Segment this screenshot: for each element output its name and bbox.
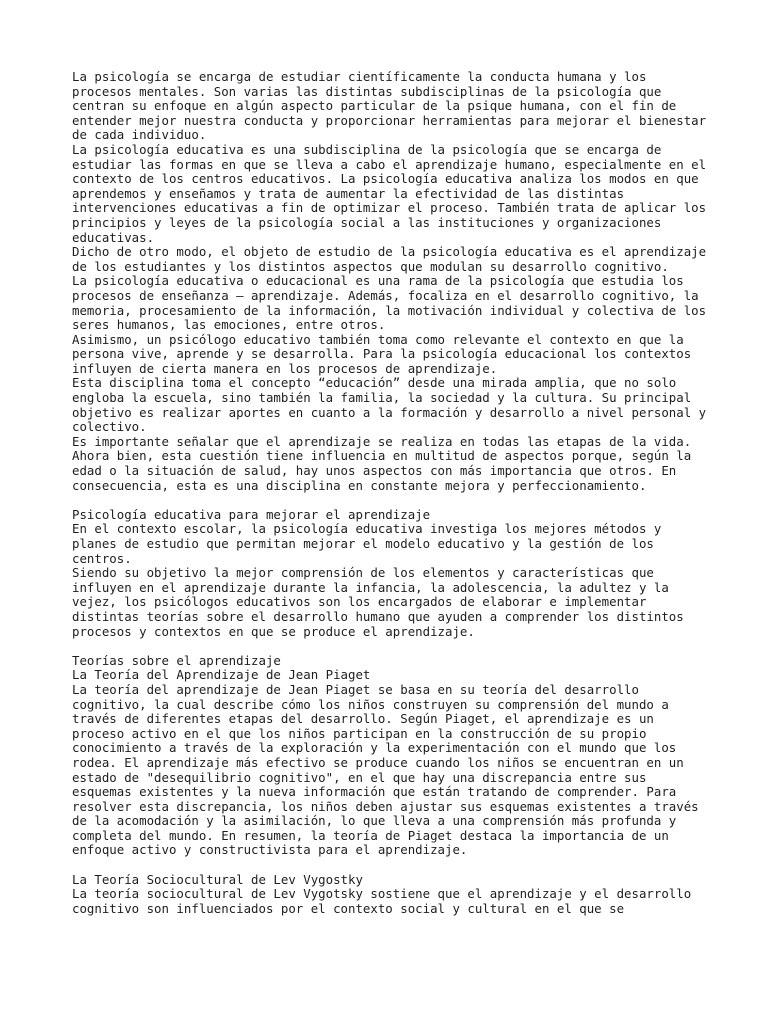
learning-paragraph-1: En el contexto escolar, la psicología educativa investiga los mejores métodos y planes de estudio que permitan mejorar el modelo educativo y la gestión de los centros. — [72, 521, 662, 566]
intro-paragraph-5: Asimismo, un psicólogo educativo también toma como relevante el contexto en que la persona vive, aprende y se desarrolla. Para la psicología educacional los contextos influyen de cierta manera en los procesos de aprendizaje. — [72, 331, 692, 376]
intro-paragraph-4: La psicología educativa o educacional es una rama de la psicología que estudia los procesos de enseñanza – aprendizaje. Además, focaliza en el desarrollo cognitivo, la memoria, procesamiento de la información, la motivación individual y colectiva de los seres humanos, las emociones, entre otros. — [72, 273, 707, 333]
learning-paragraph-2: Siendo su objetivo la mejor comprensión de los elementos y características que influyen en el aprendizaje durante la infancia, la adolescencia, la adultez y la vejez, los psicólogos educativos son los encargados de elaborar e implementar distintas teorías sobre el desarrollo humano que ayuden a comprender los distintos procesos y contextos en que se produce el aprendizaje. — [72, 565, 684, 639]
document-body — [72, 70, 712, 916]
intro-paragraph-2: La psicología educativa es una subdisciplina de la psicología que se encarga de estudiar las formas en que se lleva a cabo el aprendizaje humano, especialmente en el contexto de los centros educativos. La psicología educativa analiza los modos en que aprendemos y enseñamos y trata de aumentar la efectividad de las distintas intervenciones educativas a fin de optimizar el proceso. También trata de aplicar los principios y leyes de la psicología social a las instituciones y organizaciones educativas. — [72, 141, 707, 245]
piaget-paragraph: La teoría del aprendizaje de Jean Piaget se basa en su teoría del desarrollo cognitivo, la cual describe cómo los niños construyen su comprensión del mundo a través de diferentes etapas del desarrollo. Según Piaget, el aprendizaje es un proceso activo en el que los niños participan en la construcción de su propio conocimiento a través de la exploración y la experimentación con el mundo que los rodea. El aprendizaje más efectivo se produce cuando los niños se encuentran en un estado de "desequilibrio cognitivo", en el que hay una discrepancia entre sus esquemas existentes y la nueva información que están tratando de comprender. Para resolver esta discrepancia, los niños deben ajustar sus esquemas existentes a través de la acomodación y la asimilación, lo que lleva a una comprensión más profunda y completa del mundo. En resumen, la teoría de Piaget destaca la importancia de un enfoque activo y constructivista para el aprendizaje. — [72, 681, 699, 858]
vygotsky-paragraph: La teoría sociocultural de Lev Vygotsky sostiene que el aprendizaje y el desarrollo cognitivo son influenciados por el contexto social y cultural en el que se — [72, 886, 692, 916]
section-heading-learning: Psicología educativa para mejorar el aprendizaje — [72, 506, 431, 522]
section-heading-theories: Teorías sobre el aprendizaje — [72, 652, 281, 668]
subheading-piaget: La Teoría del Aprendizaje de Jean Piaget — [72, 667, 371, 683]
paragraph-gap — [72, 493, 712, 508]
subheading-vygotsky: La Teoría Sociocultural de Lev Vygostky — [72, 871, 363, 887]
paragraph-gap — [72, 639, 712, 654]
intro-paragraph-6: Esta disciplina toma el concepto “educación” desde una mirada amplia, que no solo engloba la escuela, sino también la familia, la sociedad y la cultura. Su principal objetivo es realizar aportes en cuanto a la formación y desarrollo a nivel personal y colectivo. — [72, 375, 707, 435]
paragraph-gap — [72, 858, 712, 873]
intro-paragraph-3: Dicho de otro modo, el objeto de estudio de la psicología educativa es el aprendizaje de los estudiantes y los distintos aspectos que modulan su desarrollo cognitivo. — [72, 244, 707, 274]
intro-paragraph-7: Es importante señalar que el aprendizaje se realiza en todas las etapas de la vida. Ahora bien, esta cuestión tiene influencia en multitud de aspectos porque, según la edad o la situación de salud, hay unos aspectos con más importancia que otros. En consecuencia, esta es una disciplina en constante mejora y perfeccionamiento. — [72, 433, 692, 493]
intro-paragraph-1: La psicología se encarga de estudiar científicamente la conducta humana y los procesos mentales. Son varias las distintas subdisciplinas de la psicología que centran su enfoque en algún aspecto particular de la psique humana, con el fin de entender mejor nuestra conducta y proporcionar herramientas para mejorar el bienestar de cada individuo. — [72, 69, 707, 143]
